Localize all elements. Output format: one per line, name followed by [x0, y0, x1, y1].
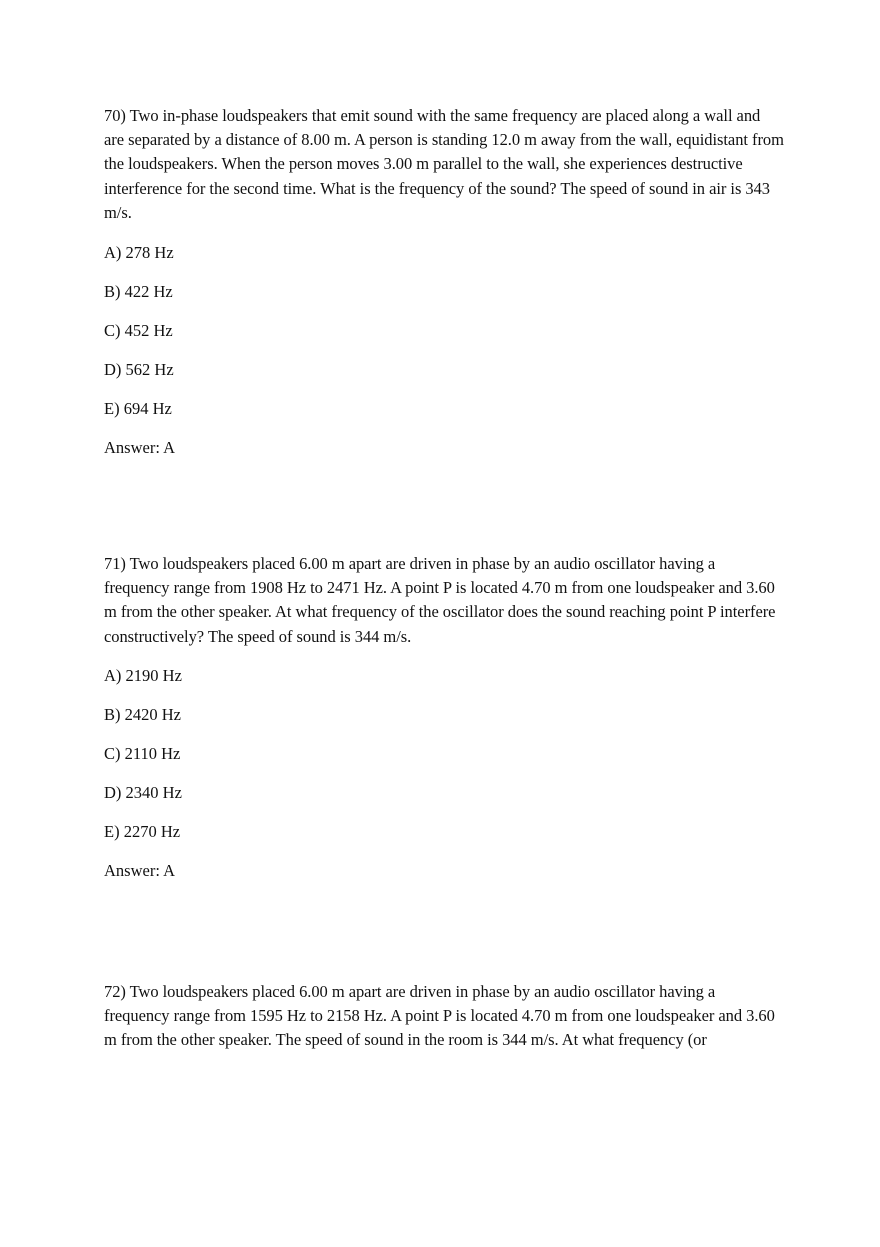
- option-d: D) 2340 Hz: [104, 782, 182, 802]
- option-a: A) 2190 Hz: [104, 665, 182, 685]
- question-70: [104, 104, 784, 475]
- option-b: B) 422 Hz: [104, 282, 173, 302]
- question-text: 71) Two loudspeakers placed 6.00 m apart are driven in phase by an audio oscillator having a frequency range from 1908 Hz to 2471 Hz. A point P is located 4.70 m from one loudspeaker and 3.60 m from the other speaker. At what frequency of the oscillator does the sound reaching point P interfere constructively? The speed of sound is 344 m/s.: [104, 554, 776, 646]
- answer-options: [104, 241, 784, 475]
- option-c: C) 2110 Hz: [104, 743, 181, 763]
- option-a: A) 278 Hz: [104, 243, 174, 263]
- question-71: [104, 552, 784, 898]
- option-e: E) 694 Hz: [104, 399, 172, 419]
- option-b: B) 2420 Hz: [104, 704, 181, 724]
- option-c: C) 452 Hz: [104, 321, 173, 341]
- answer-line: Answer: A: [104, 860, 176, 880]
- question-text: 72) Two loudspeakers placed 6.00 m apart are driven in phase by an audio oscillator having a frequency range from 1595 Hz to 2158 Hz. A point P is located 4.70 m from one loudspeaker and 3.60 m from the other speaker. The speed of sound in the room is 344 m/s. At what frequency (or: [104, 982, 775, 1050]
- question-text: 70) Two in-phase loudspeakers that emit sound with the same frequency are placed along a wall and are separated by a distance of 8.00 m. A person is standing 12.0 m away from the wall, equidistant from the loudspeakers. When the person moves 3.00 m parallel to the wall, she experiences destructive interference for the second time. What is the frequency of the sound? The speed of sound in air is 343 m/s.: [104, 106, 784, 222]
- option-d: D) 562 Hz: [104, 360, 174, 380]
- answer-line: Answer: A: [104, 438, 176, 458]
- option-e: E) 2270 Hz: [104, 821, 181, 841]
- answer-options: [104, 664, 784, 898]
- question-72: [104, 980, 784, 1053]
